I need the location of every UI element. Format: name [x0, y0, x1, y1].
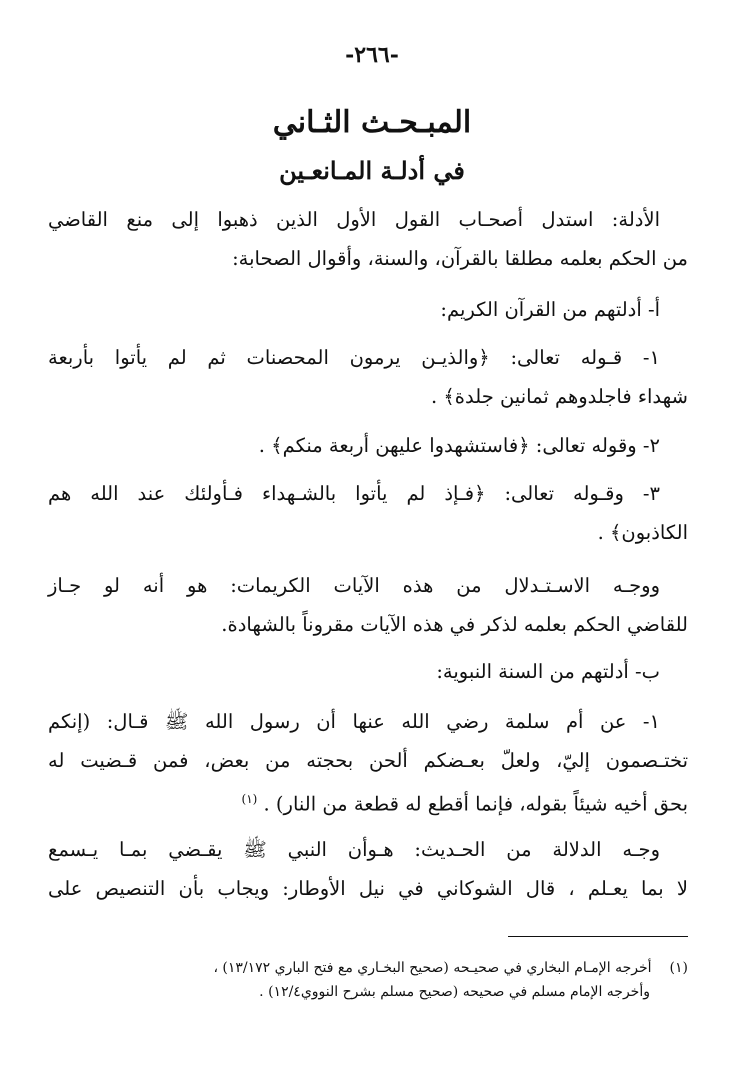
- footnote-line-2: وأخرجه الإمام مسلم في صحيحه (صحيح مسلم بشرح النووي١٢/٤) .: [259, 984, 650, 1000]
- intro-paragraph: [48, 200, 688, 278]
- quran-heading-text: أ- أدلتهم من القرآن الكريم:: [440, 298, 660, 321]
- hadith-line-3-text: بحق أخيه شيئاً بقوله، فإنما أقطع له قطعة من النار) .: [263, 792, 688, 816]
- intro-line-1: الأدلة: استدل أصحـاب القول الأول الذين ذهبوا إلى منع القاضي: [48, 208, 660, 231]
- footnote: [48, 956, 688, 1004]
- intro-line-2: من الحكم بعلمه مطلقا بالقرآن، والسنة، وأقوال الصحابة:: [232, 247, 688, 270]
- page-number: -٢٦٦-: [345, 42, 399, 68]
- hadith-line-2: تختـصمون إليّ، ولعلّ بعـضكم ألحن بحجته من بعض، فمن قـضيت له: [48, 749, 688, 772]
- quran-item-2: [48, 426, 688, 465]
- quran-item-1: [48, 338, 688, 416]
- footnote-separator: [508, 936, 688, 937]
- quran-item-3: [48, 474, 688, 552]
- hadith-paragraph: [48, 702, 688, 824]
- footnote-reference: (١): [241, 792, 258, 806]
- hadith-reasoning-line-1: وجـه الدلالة من الحـديث: هـوأن النبي ﷺ يقـضي بمـا يـسمع: [48, 838, 660, 861]
- quran-item-3-line-2: الكاذبون﴾ .: [597, 521, 688, 544]
- quran-item-2-text: ٢- وقوله تعالى: ﴿فاستشهدوا عليهن أربعة منكم﴾ .: [258, 434, 660, 457]
- hadith-line-3: [48, 780, 688, 824]
- hadith-line-1: ١- عن أم سلمة رضي الله عنها أن رسول الله ﷺ قـال: (إنكم: [48, 710, 660, 733]
- section-title: المبـحـث الثـاني: [272, 105, 472, 140]
- sunnah-heading-text: ب- أدلتهم من السنة النبوية:: [436, 660, 660, 683]
- quran-reasoning-paragraph: [48, 566, 688, 644]
- quran-item-1-line-1: ١- قـوله تعالى: ﴿والذيـن يرمون المحصنات ثم لم يأتوا بأربعة: [48, 346, 660, 369]
- footnote-line-1: [48, 956, 688, 980]
- footnote-line-1-text: أخرجه الإمـام البخاري في صحيـحه (صحيح البخـاري مع فتح الباري ١٣/١٧٢) ،: [213, 960, 652, 976]
- quran-item-1-line-2: شهداء فاجلدوهم ثمانين جلدة﴾ .: [430, 385, 688, 408]
- quran-item-3-line-1: ٣- وقـوله تعالى: ﴿فـإذ لم يأتوا بالشـهداء فـأولئك عند الله هم: [48, 482, 660, 505]
- hadith-reasoning-line-2: لا بما يعـلم ، قال الشوكاني في نيل الأوطار: ويجاب بأن التنصيص على: [48, 877, 688, 900]
- quran-reasoning-line-2: للقاضي الحكم بعلمه لذكر في هذه الآيات مقروناً بالشهادة.: [221, 613, 688, 636]
- quran-heading: [48, 290, 688, 329]
- hadith-reasoning-paragraph: [48, 830, 688, 908]
- sunnah-heading: [48, 652, 688, 691]
- quran-reasoning-line-1: ووجـه الاسـتـدلال من هذه الآيات الكريمات: هو أنه لو جـاز: [48, 574, 660, 597]
- footnote-number: (١): [669, 960, 688, 976]
- section-subtitle: في أدلـة المـانعـين: [279, 156, 465, 185]
